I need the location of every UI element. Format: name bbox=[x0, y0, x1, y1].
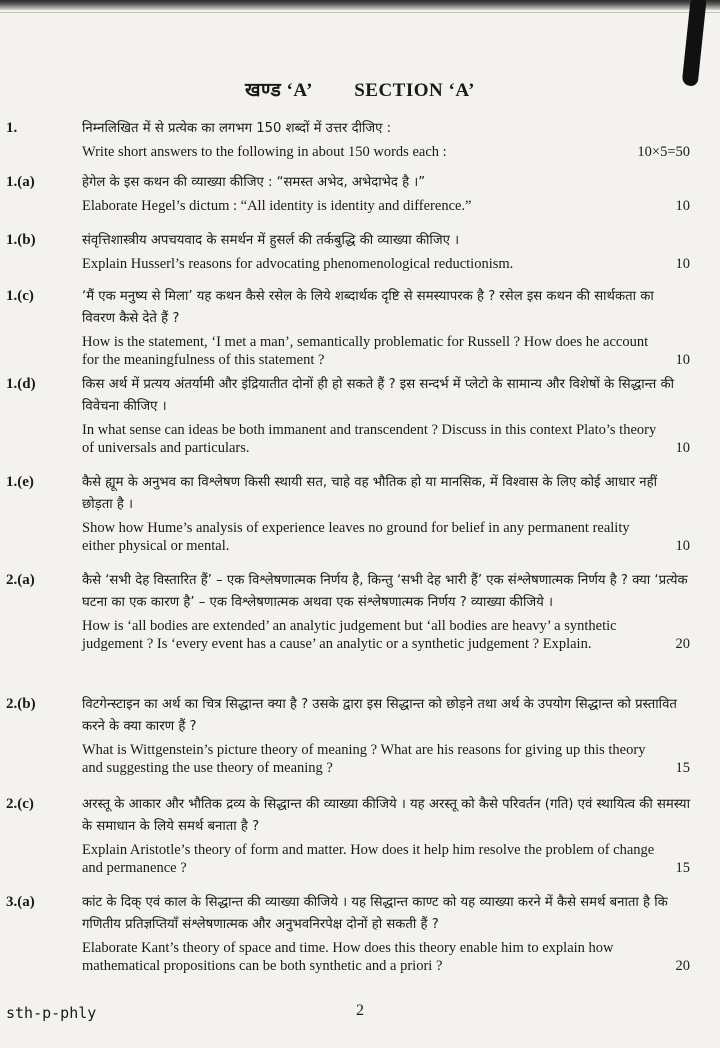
question-number: 2.(b) bbox=[6, 696, 36, 712]
question-text-english: Show how Hume’s analysis of experience leaves no ground for belief in any permanent reality either physical or mental. bbox=[82, 520, 630, 554]
question-number: 3.(a) bbox=[6, 894, 35, 910]
question-marks: 10 bbox=[675, 352, 690, 368]
question-text-english: Explain Aristotle’s theory of form and matter. How does it help him resolve the problem of change and permanence ? bbox=[82, 842, 655, 876]
question-marks: 15 bbox=[675, 860, 690, 876]
question-marks: 10 bbox=[675, 538, 690, 554]
question-text-hindi: किस अर्थ में प्रत्यय अंतर्यामी और इंद्रियातीत दोनों ही हो सकते हैं ? इस सन्दर्भ में प्लेटो के सामान्य और विशेषों के सिद्धान्त की विवेचना कीजिए । bbox=[82, 377, 674, 414]
question-marks: 10 bbox=[675, 198, 690, 214]
question-1c bbox=[6, 286, 690, 369]
question-text-english: Explain Husserl’s reasons for advocating phenomenological reductionism. bbox=[82, 256, 514, 272]
question-text-hindi: अरस्तू के आकार और भौतिक द्रव्य के सिद्धान्त की व्याख्या कीजिये । यह अरस्तू को कैसे परिवर्तन (गति) एवं स्थायित्व की समस्या के समाधान के लिये समर्थ बनाता है ? bbox=[82, 797, 690, 834]
question-number: 1.(b) bbox=[6, 232, 36, 248]
question-text-hindi: ‘मैं एक मनुष्य से मिला’ यह कथन कैसे रसेल के लिये शब्दार्थक दृष्टि से समस्यापरक है ? रसेल इस कथन की सार्थकता का विवरण कैसे देते हैं ? bbox=[82, 289, 654, 326]
question-marks: 10 bbox=[675, 440, 690, 456]
question-text-hindi: हेगेल के इस कथन की व्याख्या कीजिए : “समस्त अभेद, अभेदाभेद है ।” bbox=[82, 175, 426, 190]
question-text-hindi: संवृत्तिशास्त्रीय अपचयवाद के समर्थन में हुसर्ल की तर्कबुद्धि की व्याख्या कीजिए । bbox=[82, 233, 460, 248]
question-text-english: What is Wittgenstein’s picture theory of meaning ? What are his reasons for giving up this theory and suggesting the use theory of meaning ? bbox=[82, 742, 646, 776]
question-text-hindi: कांट के दिक् एवं काल के सिद्धान्त की व्याख्या कीजिये । यह सिद्धान्त काण्ट को यह व्याख्या करने में कैसे समर्थ बनाता है कि गणितीय प्रतिज्ञप्तियाँ संश्लेषणात्मक और अनुभवनिरपेक्ष दोनों हो सकती हैं ? bbox=[82, 895, 668, 932]
question-marks: 20 bbox=[675, 958, 690, 974]
question-text-hindi: कैसे ‘सभी देह विस्तारित हैं’ – एक विश्लेषणात्मक निर्णय है, किन्तु ‘सभी देह भारी हैं’ एक संश्लेषणात्मक निर्णय है ? क्या ‘प्रत्येक घटना का एक कारण है’ – एक विश्लेषणात्मक अथवा एक संश्लेषणात्मक निर्णय ? व्याख्या कीजिये । bbox=[82, 573, 688, 610]
question-marks: 10×5=50 bbox=[637, 144, 690, 160]
question-1e bbox=[6, 472, 690, 555]
question-1b bbox=[6, 230, 690, 273]
question-number: 1.(a) bbox=[6, 174, 35, 190]
question-marks: 20 bbox=[675, 636, 690, 652]
question-1d bbox=[6, 374, 690, 457]
question-text-hindi: निम्नलिखित में से प्रत्येक का लगभग 150 शब्दों में उत्तर दीजिए : bbox=[82, 121, 392, 136]
question-text-english: How is ‘all bodies are extended’ an analytic judgement but ‘all bodies are heavy’ a synthetic judgement ? Is ‘every event has a cause’ an analytic or a synthetic judgement ? Explain. bbox=[82, 618, 617, 652]
question-2c bbox=[6, 794, 690, 877]
question-text-english: Write short answers to the following in about 150 words each : bbox=[82, 144, 447, 160]
question-text-hindi: विटगेन्स्टाइन का अर्थ का चित्र सिद्धान्त क्या है ? उसके द्वारा इस सिद्धान्त को छोड़ने तथा अर्थ के उपयोग सिद्धान्त को प्रस्तावित करने के क्या कारण हैं ? bbox=[82, 697, 677, 734]
scan-top-line bbox=[0, 12, 720, 13]
question-1a bbox=[6, 172, 690, 215]
question-text-english: Elaborate Hegel’s dictum : “All identity is identity and difference.” bbox=[82, 198, 472, 214]
question-marks: 10 bbox=[675, 256, 690, 272]
section-title-hindi: खण्ड ‘A’ bbox=[245, 80, 313, 101]
question-number: 2.(a) bbox=[6, 572, 35, 588]
question-2a bbox=[6, 570, 690, 653]
question-text-english: Elaborate Kant’s theory of space and time. How does this theory enable him to explain how mathematical propositions can be both synthetic and a priori ? bbox=[82, 940, 614, 974]
page-number: 2 bbox=[356, 1002, 364, 1019]
question-number: 1.(c) bbox=[6, 288, 34, 304]
question-number: 1.(e) bbox=[6, 474, 34, 490]
question-text-english: How is the statement, ‘I met a man’, semantically problematic for Russell ? How does he account for the meaningfulness of this statement ? bbox=[82, 334, 649, 368]
question-number: 1.(d) bbox=[6, 376, 36, 392]
question-marks: 15 bbox=[675, 760, 690, 776]
question-3a bbox=[6, 892, 690, 975]
section-title bbox=[0, 76, 720, 102]
question-2b bbox=[6, 694, 690, 777]
paper-code: sth-p-phly bbox=[6, 1004, 97, 1022]
question-text-english: In what sense can ideas be both immanent and transcendent ? Discuss in this context Plato’s theory of universals and particulars. bbox=[82, 422, 657, 456]
question-1 bbox=[6, 118, 690, 161]
scan-top-edge bbox=[0, 0, 720, 10]
question-number: 1. bbox=[6, 120, 18, 136]
question-text-hindi: कैसे ह्यूम के अनुभव का विश्लेषण किसी स्थायी सत, चाहे वह भौतिक हो या मानसिक, में विश्वास के लिए कोई आधार नहीं छोड़ता है । bbox=[82, 475, 658, 512]
question-number: 2.(c) bbox=[6, 796, 34, 812]
section-title-english: SECTION ‘A’ bbox=[354, 80, 475, 101]
